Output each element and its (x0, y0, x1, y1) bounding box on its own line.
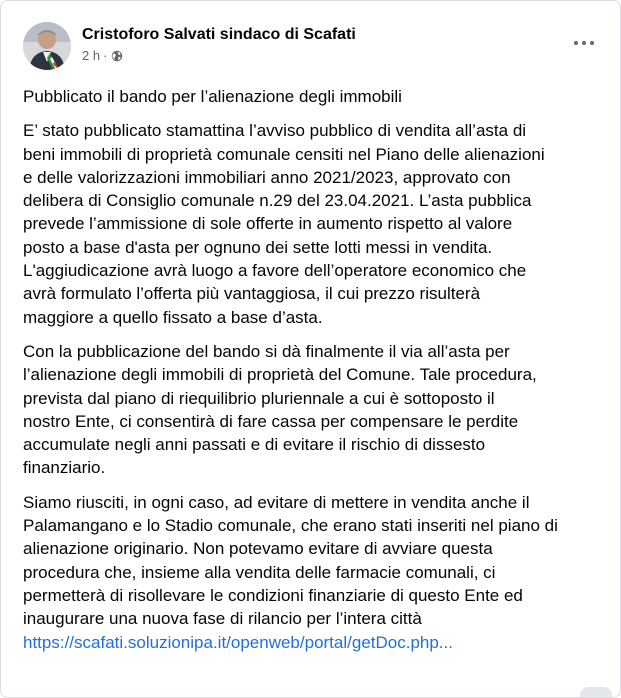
post-title: Pubblicato il bando per l’alienazione degli immobili (23, 87, 402, 106)
separator-dot: · (103, 48, 108, 63)
globe-icon (111, 50, 123, 62)
corner-button[interactable] (580, 687, 612, 698)
post-timestamp[interactable]: 2 h (82, 48, 101, 63)
profile-photo-icon (23, 22, 71, 70)
more-horizontal-icon (574, 41, 578, 45)
avatar[interactable] (23, 22, 71, 70)
post-time-row (82, 48, 356, 64)
post-meta (82, 22, 356, 64)
post-paragraph-3: Siamo riusciti, in ogni caso, ad evitare di mettere in vendita anche il Palamangano e lo Stadio comunale, che erano stati inseriti nel piano di alienazione originario. Non potevamo evitare di avviare questa procedura che, insieme alla vendita delle farmacie comunali, ci permetterà di risollevare le condizioni finanziarie di questo Ente ed inaugurare una nuova fase di rilancio per l’intera città (23, 492, 558, 629)
author-name[interactable]: Cristoforo Salvati sindaco di Scafati (82, 26, 356, 43)
post-body (23, 85, 613, 654)
post-link[interactable]: https://scafati.soluzionipa.it/openweb/portal/getDoc.php... (23, 632, 453, 652)
more-horizontal-icon (590, 41, 594, 45)
post-header (23, 22, 356, 70)
post-paragraph-2: Con la pubblicazione del bando si dà finalmente il via all’asta per l’alienazione degli immobili di proprietà del Comune. Tale procedura, prevista dal piano di riequilibrio pluriennale a cui è sottoposto il nostro Ente, ci consentirà di fare cassa per compensare le perdite accumulate negli anni passati e di evitare il rischio di dissesto finanziario. (23, 341, 537, 478)
more-options-button[interactable] (566, 31, 602, 55)
more-horizontal-icon (582, 41, 586, 45)
post-paragraph-1: E’ stato pubblicato stamattina l’avviso pubblico di vendita all’asta di beni immobili di proprietà comunale censiti nel Piano delle alienazioni e delle valorizzazioni immobiliari anno 2021/2023, approvato con delibera di Consiglio comunale n.29 del 23.04.2021. L’asta pubblica prevede l’ammissione di sole offerte in aumento rispetto al valore posto a base d'asta per ognuno dei sette lotti messi in vendita. L'aggiudicazione avrà luogo a favore dell’operatore economico che avrà formulato l’offerta più vantaggiosa, il cui prezzo risulterà maggiore a quello fissato a base d’asta. (23, 121, 545, 327)
